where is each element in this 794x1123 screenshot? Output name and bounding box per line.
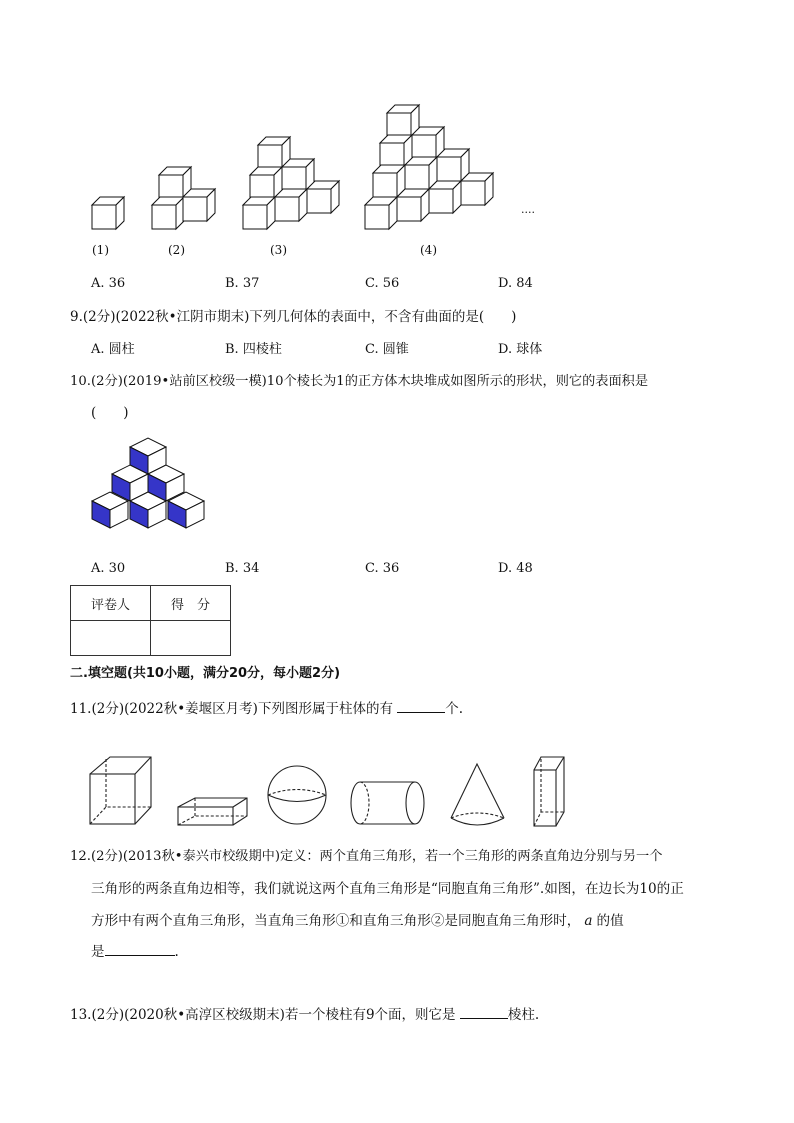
- q12-line-1: 12.(2分)(2013秋•泰兴市校级期中)定义：两个直角三角形，若一个三角形的两条直角边分别与另一个: [70, 849, 663, 864]
- q8-option-a[interactable]: A. 36: [91, 276, 126, 291]
- q10-blue-cube-pyramid-figure: [88, 432, 208, 547]
- q10-option-d[interactable]: D. 48: [498, 561, 533, 576]
- q12-answer-blank[interactable]: [105, 942, 175, 956]
- cube-shape: [90, 757, 151, 824]
- q8-option-c[interactable]: C. 56: [365, 276, 400, 291]
- q12-line-4-text: 是: [91, 944, 105, 960]
- score-header: 得 分: [151, 586, 231, 621]
- q8-option-b[interactable]: B. 37: [225, 276, 260, 291]
- q9-question-text: 9.(2分)(2022秋•江阴市期末)下列几何体的表面中，不含有曲面的是( ): [70, 309, 517, 325]
- q12-line-4: [91, 940, 179, 960]
- figure-4-cubes: [365, 105, 493, 229]
- q13-text-end: 棱柱.: [507, 1007, 540, 1023]
- q10-question-text: 10.(2分)(2019•站前区校级一模)10个棱长为1的正方体木块堆成如图所示的形状，则它的表面积是: [70, 374, 649, 389]
- variable-a: a: [584, 913, 593, 929]
- q9-option-d[interactable]: D. 球体: [498, 342, 543, 357]
- reviewer-header: 评卷人: [71, 586, 151, 621]
- q12-line-4-end: .: [174, 944, 179, 960]
- q11-answer-blank[interactable]: [397, 699, 445, 713]
- q13-answer-blank[interactable]: [460, 1005, 508, 1019]
- tall-prism-shape: [534, 757, 564, 826]
- section-heading: 二.填空题(共10小题，满分20分，每小题2分): [70, 666, 341, 681]
- q11-solid-shapes-figure: [85, 752, 585, 832]
- figure-3-cubes: [243, 137, 339, 229]
- q10-answer-parens: ( ): [91, 405, 129, 421]
- q10-option-c[interactable]: C. 36: [365, 561, 400, 576]
- q11-text: 11.(2分)(2022秋•姜堰区月考)下列图形属于柱体的有: [70, 701, 398, 717]
- sphere-shape: [268, 766, 326, 824]
- figure-label-2: (2): [168, 243, 185, 257]
- q13-text: 13.(2分)(2020秋•高淳区校级期末)若一个棱柱有9个面，则它是: [70, 1007, 460, 1023]
- cylinder-shape: [351, 782, 424, 824]
- q8-cube-stacks-figure: [80, 100, 550, 245]
- q12-line-2: 三角形的两条直角边相等，我们就说这两个直角三角形是“同胞直角三角形”.如图，在边长为10的正: [91, 881, 684, 897]
- reviewer-cell[interactable]: [71, 621, 151, 656]
- q9-option-a[interactable]: A. 圆柱: [91, 342, 135, 357]
- score-cell[interactable]: [151, 621, 231, 656]
- q12-line-3-text: 方形中有两个直角三角形，当直角三角形①和直角三角形②是同胞直角三角形时，: [91, 913, 581, 929]
- ellipsis-text: ....: [521, 203, 535, 216]
- q9-option-c[interactable]: C. 圆锥: [365, 342, 409, 357]
- q13-question: [70, 1003, 539, 1023]
- q12-line-3: [91, 909, 624, 929]
- figure-label-3: (3): [270, 243, 287, 257]
- figure-2-cubes: [152, 167, 215, 229]
- cuboid-shape: [178, 798, 247, 825]
- q11-question: [70, 697, 463, 717]
- figure-label-4: (4): [420, 243, 437, 257]
- figure-label-1: (1): [92, 243, 109, 257]
- q11-text-end: 个.: [445, 701, 464, 717]
- q10-option-a[interactable]: A. 30: [91, 561, 126, 576]
- q9-option-b[interactable]: B. 四棱柱: [225, 342, 282, 357]
- q8-option-d[interactable]: D. 84: [498, 276, 533, 291]
- cone-shape: [451, 764, 504, 825]
- figure-1-cubes: [92, 197, 124, 229]
- q10-option-b[interactable]: B. 34: [225, 561, 260, 576]
- score-table: [70, 585, 231, 656]
- q12-line-3-end: 的值: [596, 913, 624, 929]
